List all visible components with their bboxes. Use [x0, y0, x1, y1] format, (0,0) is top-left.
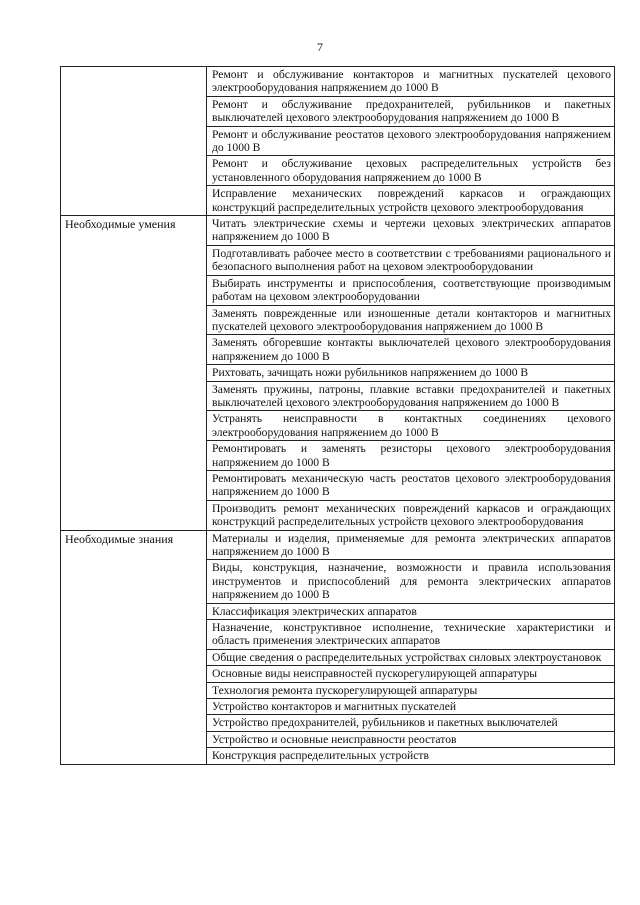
list-item: Назначение, конструктивное исполнение, технические характеристики и область применения электрических аппаратов: [207, 620, 614, 650]
section-items: [207, 530, 615, 764]
page-number: 7: [317, 40, 323, 54]
list-item: Заменять обгоревшие контакты выключателей цехового электрооборудования напряжением до 1000 В: [207, 335, 614, 365]
list-item: Ремонтировать и заменять резисторы цехового электрооборудования напряжением до 1000 В: [207, 441, 614, 471]
section-row-skills: [61, 216, 615, 531]
section-items: [207, 216, 615, 531]
section-label: Необходимые умения: [61, 216, 207, 531]
section-label: [61, 67, 207, 216]
section-row-knowledge: [61, 530, 615, 764]
list-item: Технология ремонта пускорегулирующей аппаратуры: [207, 683, 614, 699]
list-item: Рихтовать, зачищать ножи рубильников напряжением до 1000 В: [207, 365, 614, 381]
list-item: Ремонт и обслуживание реостатов цехового электрооборудования напряжением до 1000 В: [207, 127, 614, 157]
list-item: Устройство предохранителей, рубильников и пакетных выключателей: [207, 715, 614, 731]
list-item: Виды, конструкция, назначение, возможности и правила использования инструментов и приспособлений для ремонта электрических аппаратов напряжением до 1000 В: [207, 560, 614, 603]
section-label: Необходимые знания: [61, 530, 207, 764]
list-item: Основные виды неисправностей пускорегулирующей аппаратуры: [207, 666, 614, 682]
list-item: Выбирать инструменты и приспособления, соответствующие производимым работам на цеховом электрооборудовании: [207, 276, 614, 306]
section-row-work-actions: [61, 67, 615, 216]
list-item: Устройство и основные неисправности реостатов: [207, 732, 614, 748]
list-item: Ремонтировать механическую часть реостатов цехового электрооборудования напряжением до 1000 В: [207, 471, 614, 501]
list-item: Устройство контакторов и магнитных пускателей: [207, 699, 614, 715]
list-item: Производить ремонт механических повреждений каркасов и ограждающих конструкций распределительных устройств цехового электрооборудования: [212, 501, 611, 529]
list-item: Конструкция распределительных устройств: [212, 749, 429, 763]
list-item: Общие сведения о распределительных устройствах силовых электроустановок: [207, 650, 614, 666]
list-item: Заменять пружины, патроны, плавкие вставки предохранителей и пакетных выключателей цехового электрооборудования напряжением до 1000 В: [207, 382, 614, 412]
list-item: Заменять поврежденные или изношенные детали контакторов и магнитных пускателей цехового электрооборудования напряжением до 1000 В: [207, 306, 614, 336]
list-item: Исправление механических повреждений каркасов и ограждающих конструкций распределительных устройств цехового электрооборудования: [212, 187, 611, 214]
requirements-table: [60, 66, 615, 765]
section-items: [207, 67, 615, 216]
list-item: Классификация электрических аппаратов: [207, 604, 614, 620]
list-item: Ремонт и обслуживание контакторов и магнитных пускателей цехового электрооборудования напряжением до 1000 В: [207, 67, 614, 97]
list-item: Ремонт и обслуживание предохранителей, рубильников и пакетных выключателей цехового электрооборудования напряжением до 1000 В: [207, 97, 614, 127]
list-item: Ремонт и обслуживание цеховых распределительных устройств без установленного оборудования напряжением до 1000 В: [207, 156, 614, 186]
list-item: Подготавливать рабочее место в соответствии с требованиями рационального и безопасного выполнения работ на цеховом электрооборудовании: [207, 246, 614, 276]
list-item: Материалы и изделия, применяемые для ремонта электрических аппаратов напряжением до 1000 В: [207, 531, 614, 561]
list-item: Устранять неисправности в контактных соединениях цехового электрооборудования напряжением до 1000 В: [207, 411, 614, 441]
list-item: Читать электрические схемы и чертежи цеховых электрических аппаратов напряжением до 1000 В: [207, 216, 614, 246]
